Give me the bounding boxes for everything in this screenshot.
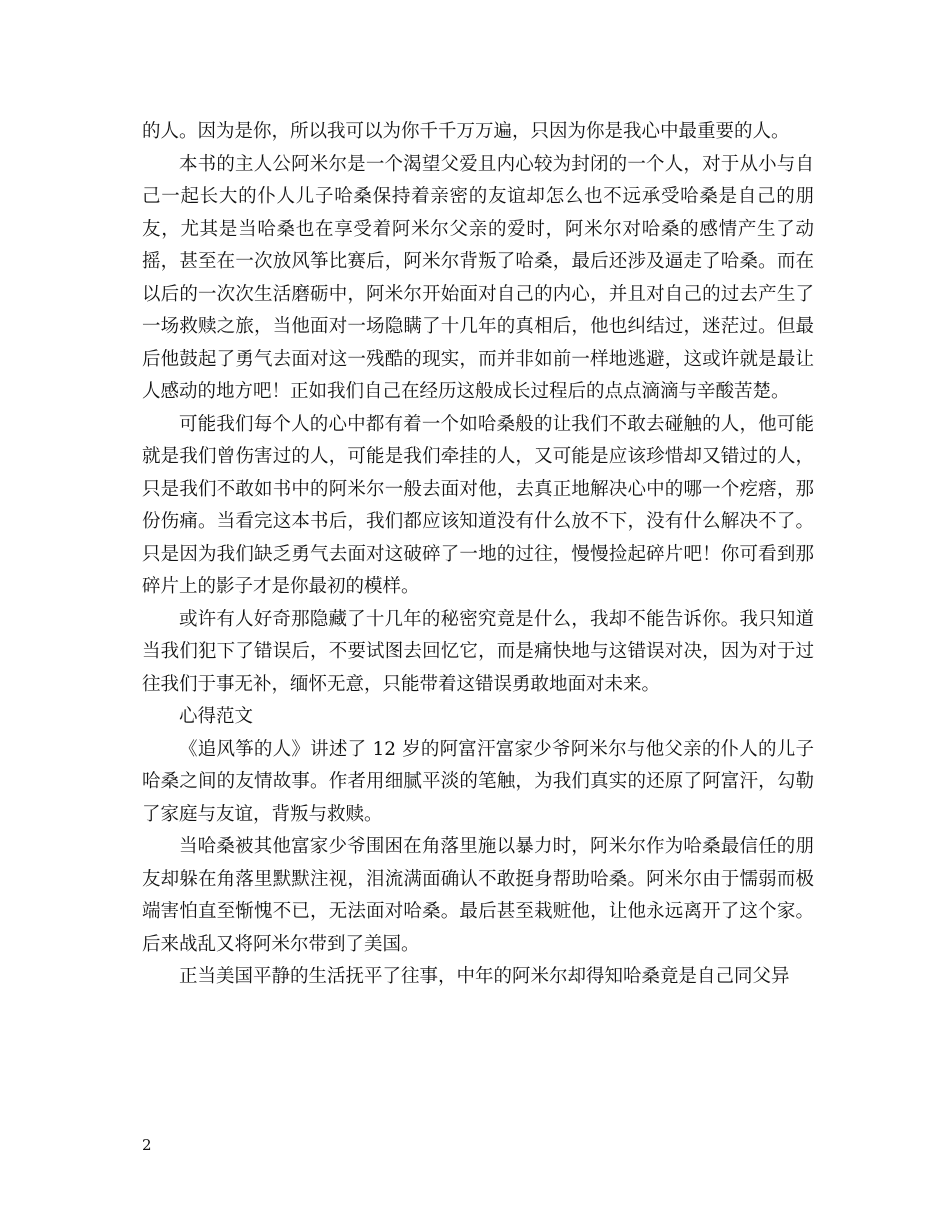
paragraph: 可能我们每个人的心中都有着一个如哈桑般的让我们不敢去碰触的人，他可能就是我们曾伤害过的人，可能是我们牵挂的人，又可能是应该珍惜却又错过的人，只是我们不敢如书中的阿米尔一般去面对他，去真正地解决心中的哪一个疙瘩，那份伤痛。当看完这本书后，我们都应该知道没有什么放不下，没有什么解决不了。只是因为我们缺乏勇气去面对这破碎了一地的过往，慢慢捡起碎片吧！你可看到那碎片上的影子才是你最初的模样。 — [142, 413, 814, 597]
section-heading: 心得范文 — [179, 706, 254, 727]
paragraph: 或许有人好奇那隐藏了十几年的秘密究竟是什么，我却不能告诉你。我只知道当我们犯下了错误后，不要试图去回忆它，而是痛快地与这错误对决，因为对于过往我们于事无补，缅怀无意，只能带着这错误勇敢地面对未来。 — [142, 608, 814, 695]
paragraph: 《追风筝的人》讲述了 12 岁的阿富汗富家少爷阿米尔与他父亲的仆人的儿子哈桑之间的友情故事。作者用细腻平淡的笔触，为我们真实的还原了阿富汗，勾勒了家庭与友谊，背叛与救赎。 — [142, 738, 814, 825]
document-body — [142, 116, 814, 994]
paragraph: 当哈桑被其他富家少爷围困在角落里施以暴力时，阿米尔作为哈桑最信任的朋友却躲在角落里默默注视，泪流满面确认不敢挺身帮助哈桑。阿米尔由于懦弱而极端害怕直至惭愧不已，无法面对哈桑。最后甚至栽赃他，让他永远离开了这个家。后来战乱又将阿米尔带到了美国。 — [142, 836, 814, 955]
paragraph: 本书的主人公阿米尔是一个渴望父爱且内心较为封闭的一个人，对于从小与自己一起长大的仆人儿子哈桑保持着亲密的友谊却怎么也不远承受哈桑是自己的朋友，尤其是当哈桑也在享受着阿米尔父亲的爱时，阿米尔对哈桑的感情产生了动摇，甚至在一次放风筝比赛后，阿米尔背叛了哈桑，最后还涉及逼走了哈桑。而在以后的一次次生活磨砺中，阿米尔开始面对自己的内心，并且对自己的过去产生了一场救赎之旅，当他面对一场隐瞒了十几年的真相后，他也纠结过，迷茫过。但最后他鼓起了勇气去面对这一残酷的现实，而并非如前一样地逃避，这或许就是最让人感动的地方吧！正如我们自己在经历这般成长过程后的点点滴滴与辛酸苦楚。 — [142, 153, 814, 402]
paragraph-continued: 的人。因为是你，所以我可以为你千千万万遍，只因为你是我心中最重要的人。 — [142, 121, 790, 142]
paragraph: 正当美国平静的生活抚平了往事，中年的阿米尔却得知哈桑竟是自己同父异 — [179, 966, 790, 987]
page-number: 2 — [142, 1136, 152, 1154]
